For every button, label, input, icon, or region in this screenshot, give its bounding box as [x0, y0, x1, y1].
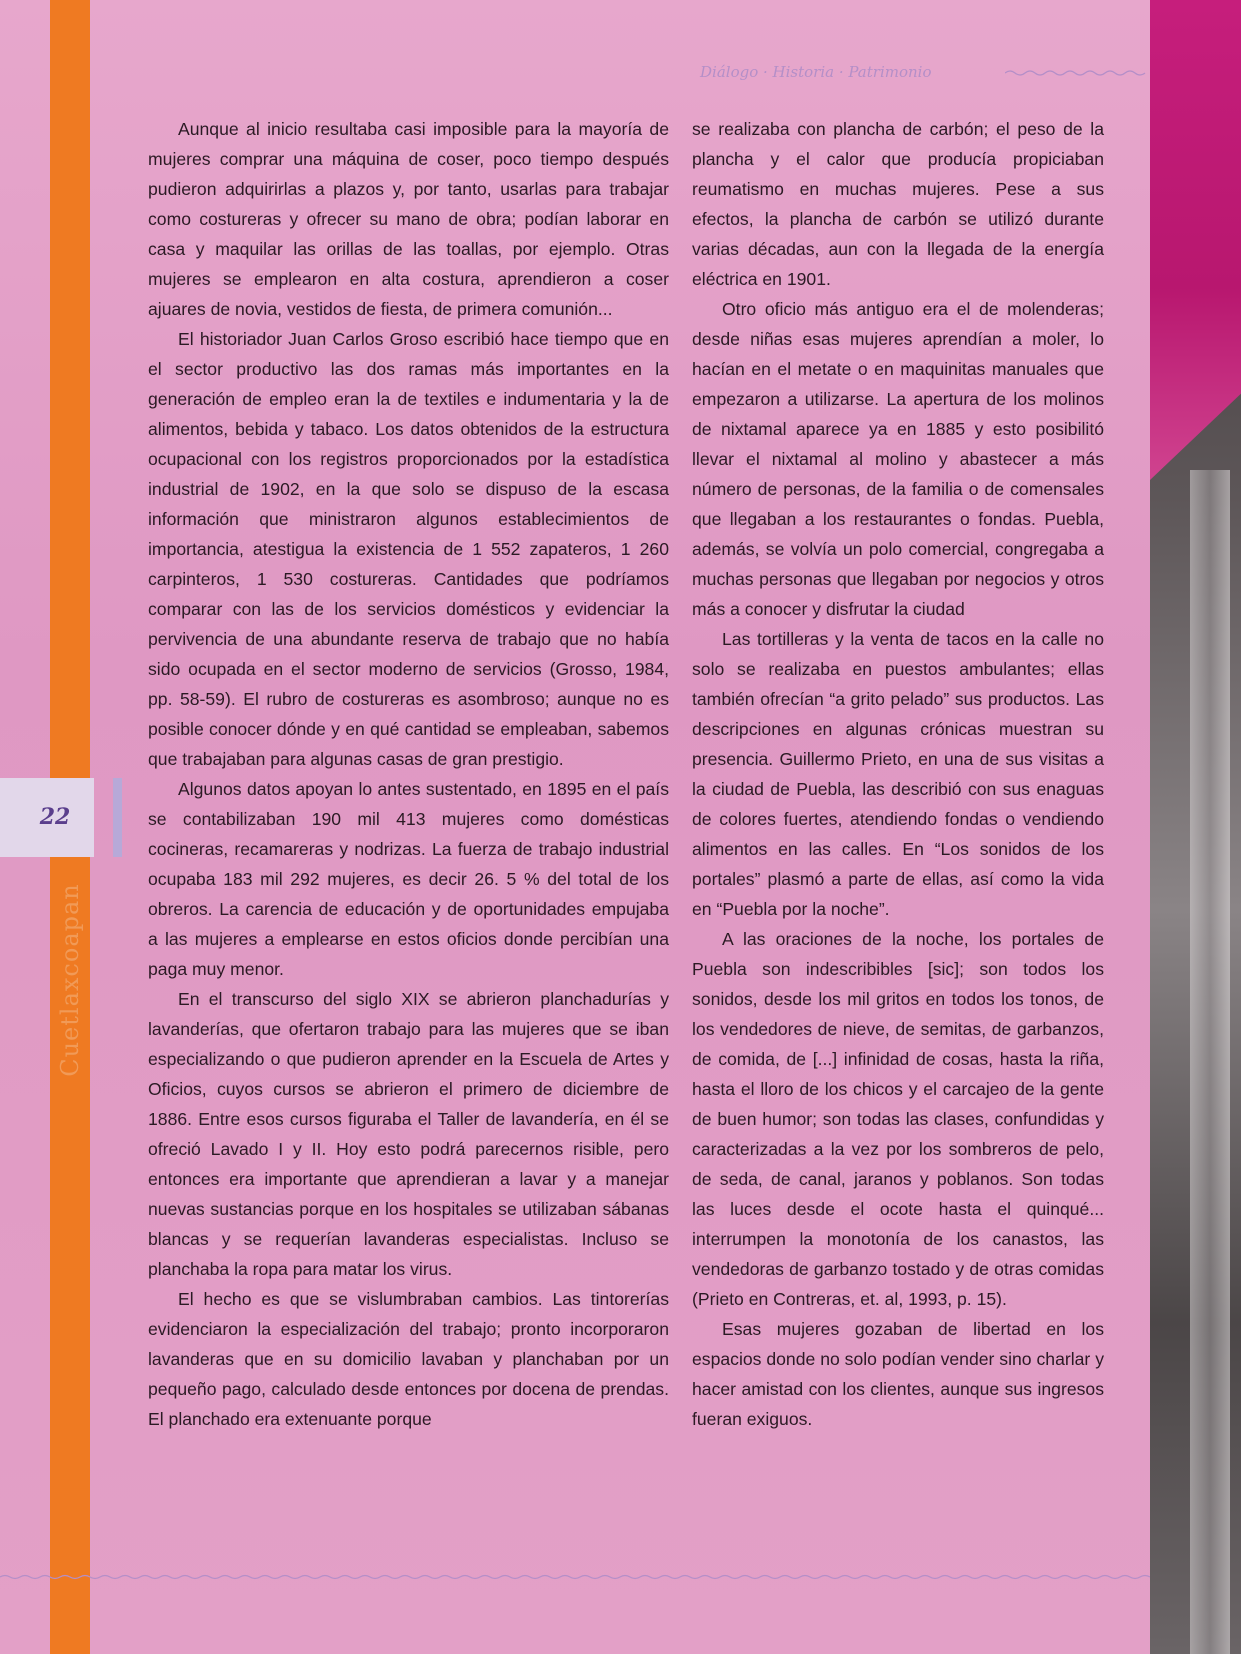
paragraph: Las tortilleras y la venta de tacos en la calle no solo se realizaba en puestos ambulantes; ellas también ofrecían “a grito pelado” sus productos. Las descripciones en algunas crónicas muestran su presencia. Guillermo Prieto, en una de sus visitas a la ciudad de Puebla, las describió con sus enaguas de colores fuertes, atendiendo fondas o vendiendo alimentos en las calles. En “Los sonidos de los portales” plasmó a parte de ellas, así como la vida en “Puebla por la noche”. [692, 629, 1104, 919]
paragraph: En el transcurso del siglo XIX se abrieron planchadurías y lavanderías, que ofertaron trabajo para las mujeres que se iban especializando o que pudieron aprender en la Escuela de Artes y Oficios, cuyos cursos se abrieron el primero de diciembre de 1886. Entre esos cursos figuraba el Taller de lavandería, en él se ofreció Lavado I y II. Hoy esto podrá parecernos risible, pero entonces era importante que aprendieran a lavar y a manejar nuevas sustancias porque en los hospitales se utilizaban sábanas blancas y se requerían lavanderas especialistas. Incluso se planchaba la ropa para matar los virus. [148, 989, 669, 1279]
paragraph: Aunque al inicio resultaba casi imposible para la mayoría de mujeres comprar una máquina de coser, poco tiempo después pudieron adquirirlas a plazos y, por tanto, usarlas para trabajar como costureras y ofrecer su mano de obra; podían laborar en casa y maquilar las orillas de las toallas, por ejemplo. Otras mujeres se emplearon en alta costura, aprendieron a coser ajuares de novia, vestidos de fiesta, de primera comunión... [148, 119, 669, 319]
header-wave-ornament [1005, 68, 1150, 78]
right-column [692, 114, 1104, 1434]
block-quote: A las oraciones de la noche, los portales de Puebla son indescribibles [sic]; son todos los sonidos, desde los mil gritos en todos los tonos, de los vendedores de nieve, de semitas, de garbanzos, de comida, de [...] infinidad de cosas, hasta la riña, hasta el lloro de los chicos y el carcajeo de la gente de buen humor; son todas las clases, confundidas y caracterizadas a la vez por los sombreros de pelo, de seda, de canal, jaranos y poblanos. Son todas las luces desde el ocote hasta el quinqué... interrumpen la monotonía de los canastos, las vendedoras de garbanzo tostado y de otras comidas (Prieto en Contreras, et. al, 1993, p. 15). [692, 929, 1104, 1309]
paragraph-continuation: se realizaba con plancha de carbón; el peso de la plancha y el calor que producía propiciaban reumatismo en muchas mujeres. Pese a sus efectos, la plancha de carbón se utilizó durante varias décadas, aun con la llegada de la energía eléctrica en 1901. [692, 119, 1104, 289]
running-header: Diálogo · Historia · Patrimonio [700, 63, 932, 81]
side-photo [1150, 0, 1241, 1654]
paragraph: El historiador Juan Carlos Groso escribió hace tiempo que en el sector productivo las dos ramas más importantes en la generación de empleo eran la de textiles e indumentaria y la de alimentos, bebida y tabaco. Los datos obtenidos de la estructura ocupacional con los registros proporcionados por la estadística industrial de 1902, en la que solo se dispuso de la escasa información que ministraron algunos establecimientos de importancia, atestigua la existencia de 1 552 zapateros, 1 260 carpinteros, 1 530 costureras. Cantidades que podríamos comparar con las de los servicios domésticos y evidenciar la pervivencia de una abundante reserva de trabajo que no había sido ocupada en el sector moderno de servicios (Grosso, 1984, pp. 58-59). El rubro de costureras es asombroso; aunque no es posible conocer dónde y en qué cantidad se empleaban, sabemos que trabajaban para algunas casas de gran prestigio. [148, 329, 669, 769]
paragraph: Algunos datos apoyan lo antes sustentado, en 1895 en el país se contabilizaban 190 mil 413 mujeres como domésticas cocineras, recamareras y nodrizas. La fuerza de trabajo industrial ocupaba 183 mil 292 mujeres, es decir 26. 5 % del total de los obreros. La carencia de educación y de oportunidades empujaba a las mujeres a emplearse en estos oficios donde percibían una paga muy menor. [148, 779, 669, 979]
paragraph: Otro oficio más antiguo era el de molenderas; desde niñas esas mujeres aprendían a moler, lo hacían en el metate o en maquinitas manuales que empezaron a utilizarse. La apertura de los molinos de nixtamal aparece ya en 1885 y esto posibilitó llevar el nixtamal al molino y abastecer a más número de personas, de la familia o de comensales que llegaban a los restaurantes o fondas. Puebla, además, se volvía un polo comercial, congregaba a muchas personas que llegaban por negocios y otros más a conocer y disfrutar la ciudad [692, 299, 1104, 619]
page-number: 22 [39, 804, 71, 830]
side-label: Cuetlaxcoapan [56, 883, 84, 1077]
photo-magenta-overlay [1150, 0, 1241, 480]
photo-figure [1190, 470, 1230, 1654]
left-column [148, 114, 669, 1434]
page-tab-accent [113, 778, 122, 857]
bottom-wave-ornament [0, 1572, 1150, 1582]
paragraph: El hecho es que se vislumbraban cambios. Las tintorerías evidenciaron la especialización del trabajo; pronto incorporaron lavanderas que en su domicilio lavaban y planchaban por un pequeño pago, calculado desde entonces por docena de prendas. El planchado era extenuante porque [148, 1289, 669, 1429]
paragraph: Esas mujeres gozaban de libertad en los espacios donde no solo podían vender sino charlar y hacer amistad con los clientes, aunque sus ingresos fueran exiguos. [692, 1319, 1104, 1429]
